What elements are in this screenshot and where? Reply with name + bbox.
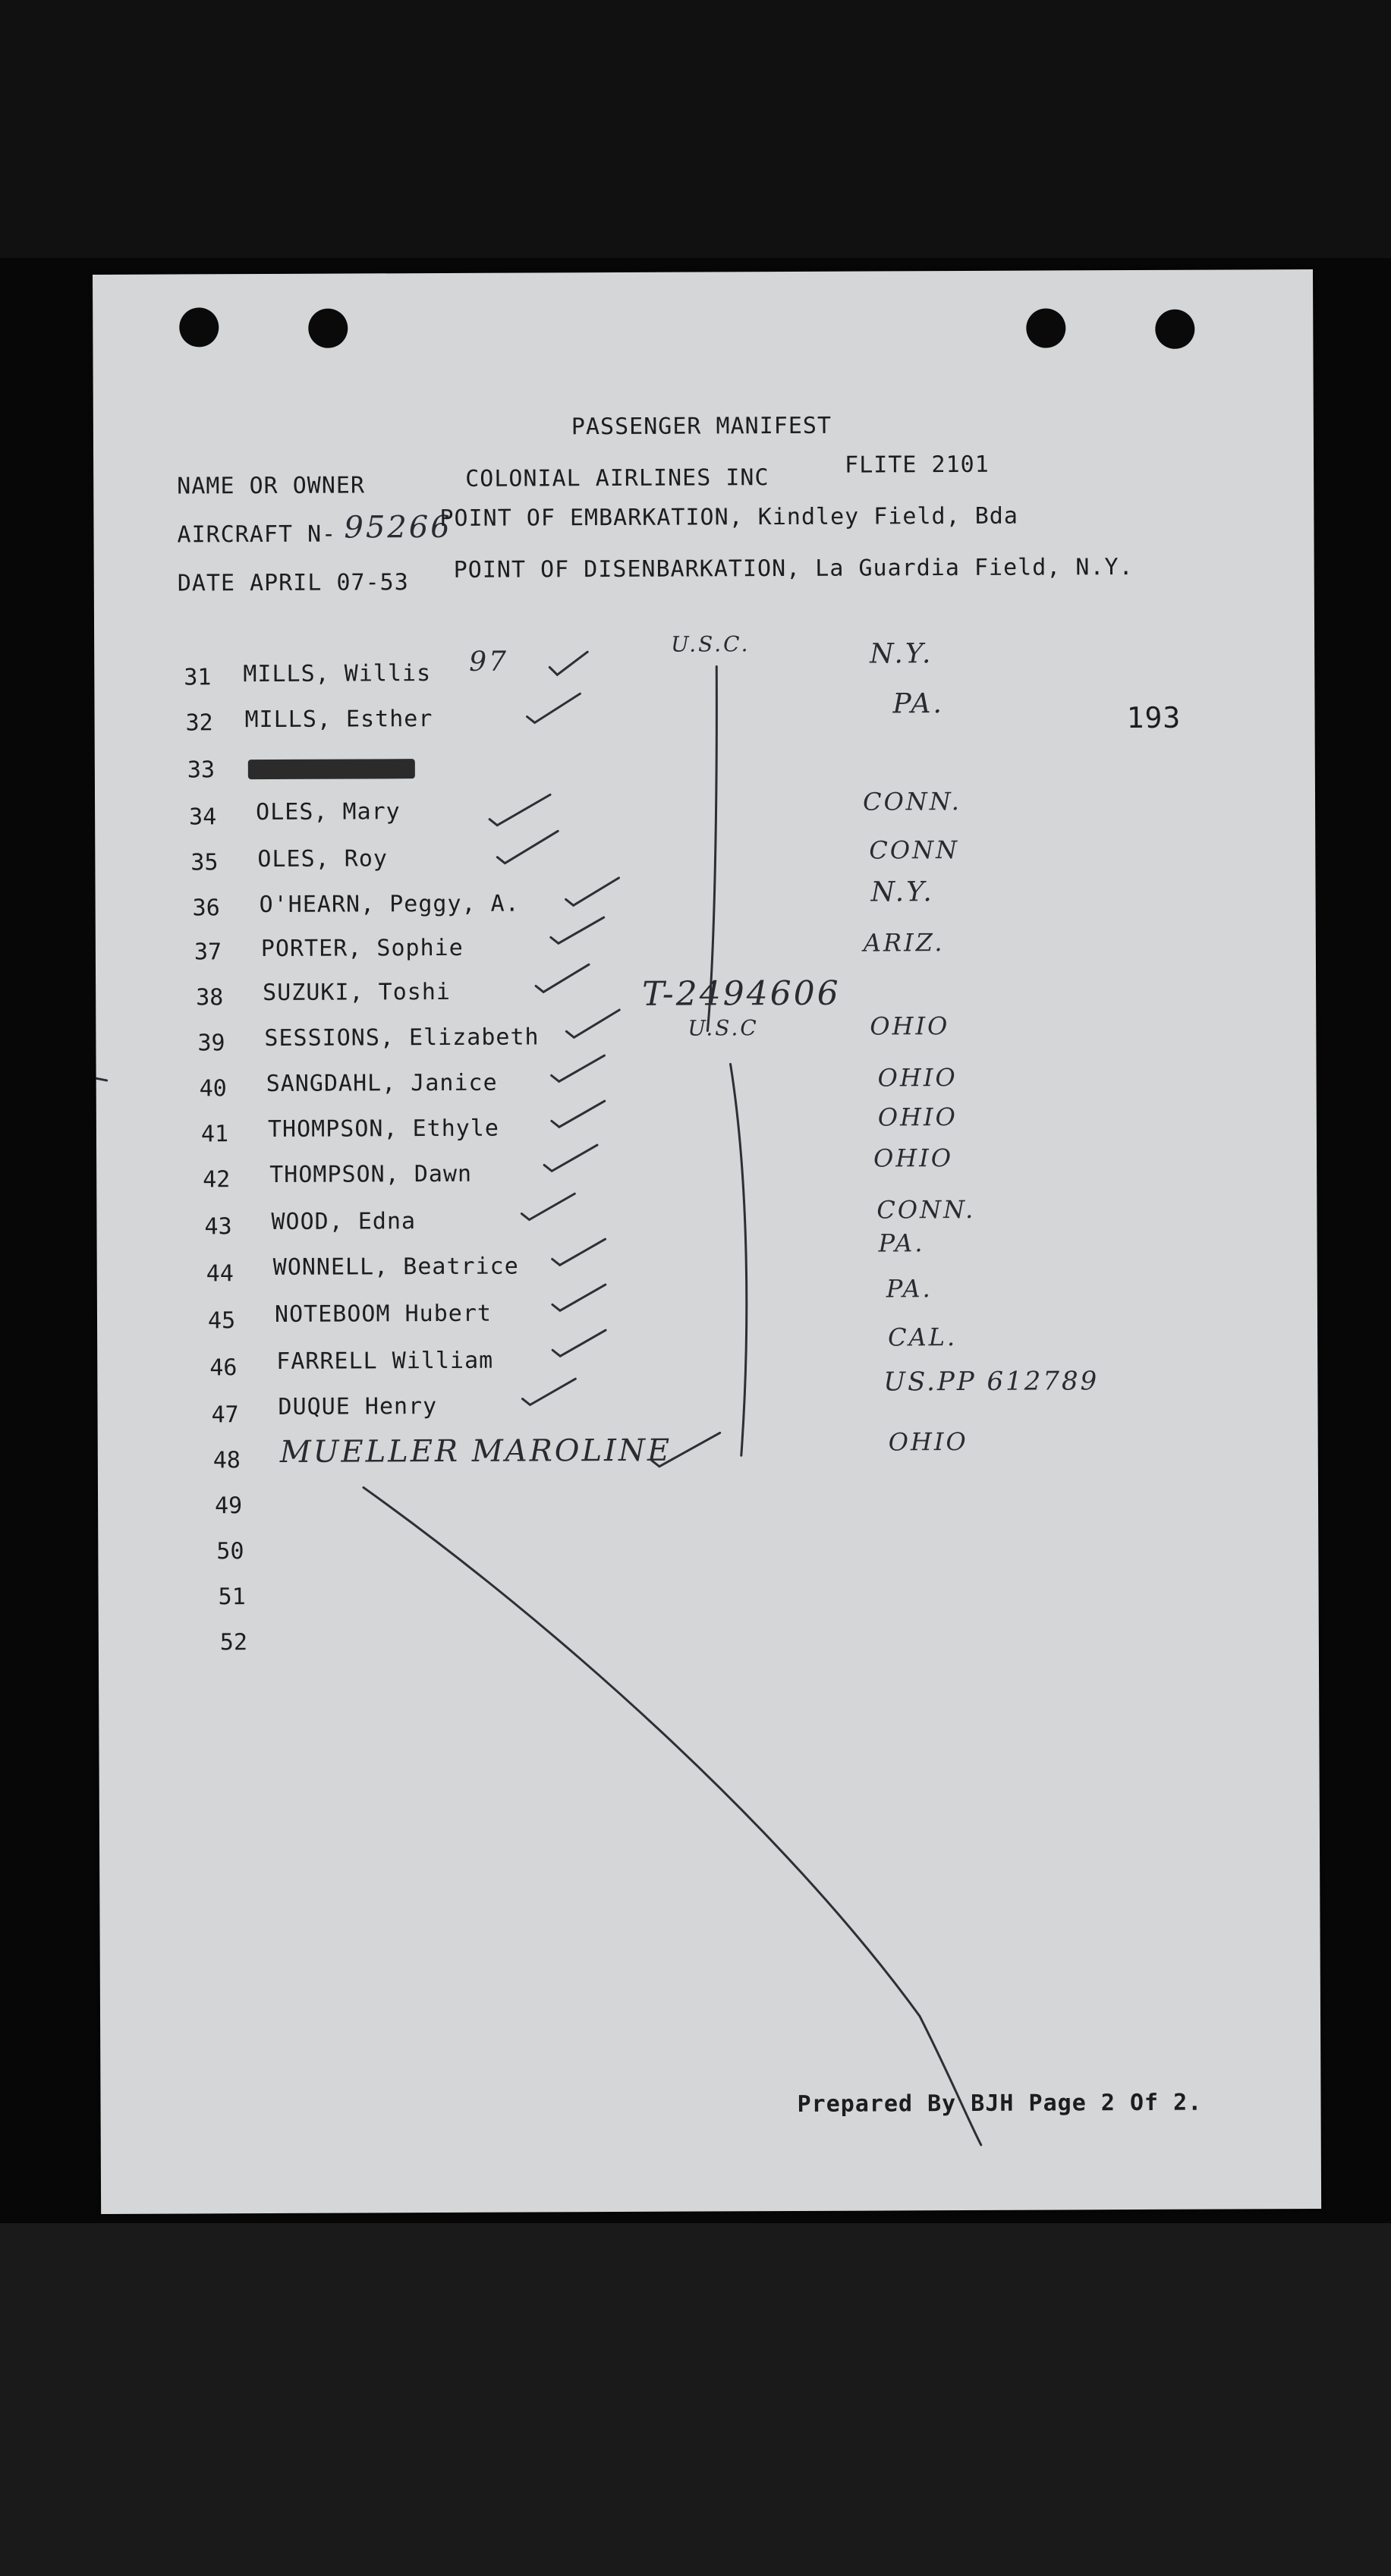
passenger-name: THOMPSON, Dawn [269, 1160, 473, 1188]
row-number: 39 [197, 1030, 225, 1057]
passenger-name: FARRELL William [276, 1347, 494, 1375]
row-number: 51 [218, 1584, 246, 1611]
check-mark [544, 1145, 597, 1171]
passenger-state: OHIO [873, 1143, 954, 1173]
row-number: 49 [215, 1492, 243, 1520]
check-mark [552, 1285, 606, 1310]
passenger-state: CONN. [876, 1194, 976, 1225]
check-mark [549, 652, 587, 675]
passenger-name-handwritten: MUELLER MAROLINE [279, 1433, 672, 1470]
aircraft-number: 95266 [344, 509, 452, 546]
row-number: 45 [207, 1307, 236, 1335]
row-number: 32 [185, 709, 213, 737]
long-diagonal-line [363, 1485, 981, 2148]
passenger-state: OHIO [870, 1011, 950, 1041]
flite-number: FLITE 2101 [845, 451, 990, 479]
passenger-name: SUZUKI, Toshi [263, 978, 452, 1007]
margin-tick [93, 1077, 107, 1080]
row-number: 40 [199, 1075, 227, 1102]
passenger-state: N.Y. [870, 876, 934, 908]
passenger-name: DUQUE Henry [278, 1393, 438, 1420]
passenger-state: PA. [892, 688, 944, 720]
passenger-name: SANGDAHL, Janice [266, 1069, 498, 1098]
passenger-name: SESSIONS, Elizabeth [264, 1024, 540, 1052]
check-mark [551, 1055, 604, 1081]
point-of-disembarkation: POINT OF DISENBARKATION, La Guardia Field, N.Y. [453, 554, 1134, 583]
check-mark [552, 1239, 606, 1265]
passenger-name: NOTEBOOM Hubert [274, 1300, 492, 1328]
check-mark [522, 1379, 575, 1404]
passenger-state: OHIO [888, 1426, 968, 1457]
check-mark [552, 1101, 605, 1127]
passenger-state: PA. [886, 1274, 933, 1304]
passenger-state: ARIZ. [863, 928, 945, 958]
check-mark [652, 1433, 720, 1466]
passenger-note: 97 [469, 646, 509, 678]
row-number: 44 [206, 1260, 234, 1288]
check-mark [489, 794, 550, 825]
passenger-name: PORTER, Sophie [260, 934, 464, 963]
check-mark [536, 964, 589, 992]
row-number: 47 [211, 1401, 239, 1429]
ditto-line-bottom [731, 1064, 747, 1455]
row-number: 48 [212, 1447, 241, 1474]
row-number: 35 [190, 849, 219, 876]
footer-prepared-by: Prepared By BJH Page 2 Of 2. [797, 2089, 1203, 2118]
check-mark [551, 917, 604, 943]
passenger-name: WOOD, Edna [271, 1208, 417, 1235]
passenger-state: US.PP 612789 [883, 1366, 1100, 1398]
row-number: 52 [219, 1629, 248, 1656]
ditto-line-top [706, 666, 718, 1030]
row-number: 42 [203, 1166, 231, 1194]
scan-background-band-bottom [0, 2223, 1391, 2576]
passenger-state: OHIO [877, 1102, 958, 1132]
passenger-name: WONNELL, Beatrice [272, 1253, 519, 1281]
check-mark [566, 1010, 619, 1037]
passenger-state: CONN. [862, 787, 961, 816]
passenger-name: O'HEARN, Peggy, A. [259, 890, 520, 919]
row-number: 37 [194, 939, 222, 966]
row-number: 38 [196, 984, 224, 1011]
check-mark [527, 694, 580, 722]
passenger-name: MILLS, Willis [243, 660, 432, 688]
row-number: 36 [192, 895, 220, 922]
check-mark [565, 878, 618, 905]
passenger-name: THOMPSON, Ethyle [267, 1115, 499, 1143]
passenger-name: MILLS, Esther [244, 706, 433, 734]
check-mark [521, 1194, 574, 1219]
passenger-name: OLES, Roy [257, 845, 389, 873]
citizenship-usc-top: U.S.C. [671, 631, 751, 657]
page-number-stamp: 193 [1126, 700, 1182, 735]
row-number: 43 [204, 1213, 232, 1241]
row-number: 34 [189, 804, 217, 831]
passenger-state: PA. [878, 1228, 925, 1258]
passenger-state: CAL. [888, 1323, 958, 1352]
row-number: 46 [209, 1354, 238, 1382]
alien-registration-number: T-2494606 [642, 973, 841, 1014]
aircraft-label: AIRCRAFT N- [177, 521, 337, 549]
check-mark [497, 831, 558, 863]
scan-background-band-top [0, 0, 1391, 258]
manifest-title: PASSENGER MANIFEST [571, 412, 832, 441]
row-number: 31 [184, 664, 212, 691]
row-number: 41 [200, 1121, 229, 1148]
name-or-owner-label: NAME OR OWNER [177, 472, 366, 500]
row-number: 50 [216, 1538, 244, 1565]
citizenship-usc-bottom: U.S.C [688, 1015, 759, 1041]
passenger-state: N.Y. [870, 638, 933, 670]
passenger-state: OHIO [877, 1063, 958, 1093]
check-mark [552, 1330, 606, 1356]
owner-value: COLONIAL AIRLINES INC [465, 464, 769, 492]
passenger-state: CONN [869, 835, 960, 865]
manifest-page [93, 269, 1321, 2214]
handwriting-ink-layer [93, 269, 1321, 2214]
point-of-embarkation: POINT OF EMBARKATION, Kindley Field, Bda [439, 502, 1018, 533]
date: DATE APRIL 07-53 [177, 569, 409, 597]
passenger-name: OLES, Mary [256, 798, 401, 826]
row-number: 33 [187, 756, 216, 784]
